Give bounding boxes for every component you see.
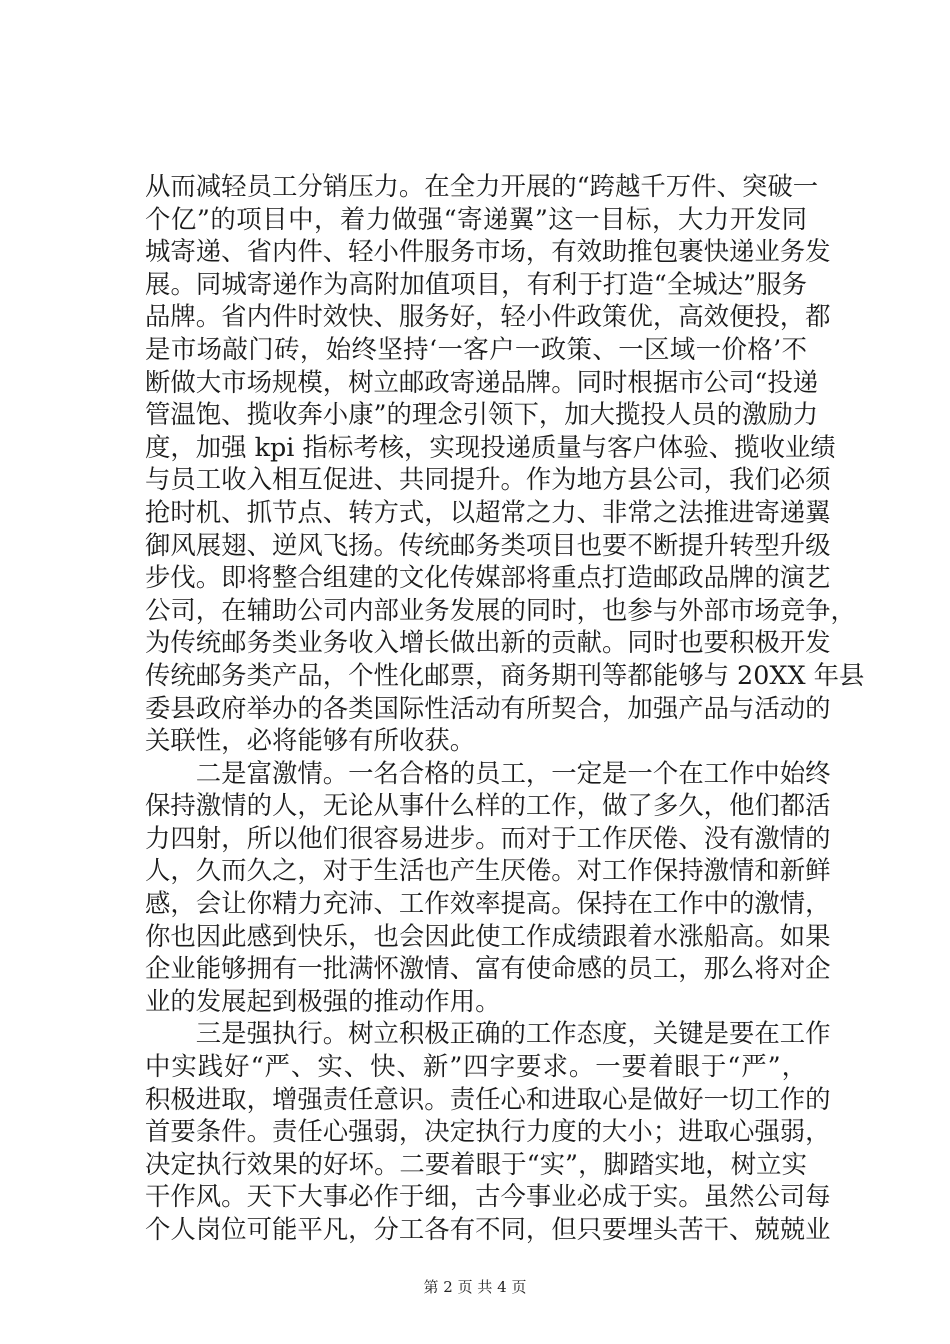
text-line: 保持激情的人，无论从事什么样的工作，做了多久，他们都活 (145, 790, 831, 821)
text-line: 人，久而久之，对于生活也产生厌倦。对工作保持激情和新鲜 (145, 855, 831, 886)
text-line: 步伐。即将整合组建的文化传媒部将重点打造邮政品牌的演艺 (145, 562, 831, 593)
text-line: 公司，在辅助公司内部业务发展的同时，也参与外部市场竞争， (145, 594, 856, 625)
body-text (145, 170, 865, 1246)
text-line: 决定执行效果的好坏。二要着眼于“实”，脚踏实地，树立实 (145, 1148, 807, 1179)
text-line: 为传统邮务类业务收入增长做出新的贡献。同时也要积极开发 (145, 627, 831, 658)
text-line: 个亿”的项目中，着力做强“寄递翼”这一目标，大力开发同 (145, 203, 807, 234)
text-line: 与员工收入相互促进、共同提升。作为地方县公司，我们必须 (145, 464, 831, 495)
paragraph-last-line: 关联性，必将能够有所收获。 (145, 725, 476, 756)
text-line: 度，加强 kpi 指标考核，实现投递质量与客户体验、揽收业绩 (145, 431, 836, 462)
text-line: 从而减轻员工分销压力。在全力开展的“跨越千万件、突破一 (145, 171, 819, 201)
text-line: 积极进取，增强责任意识。责任心和进取心是做好一切工作的 (145, 1083, 831, 1114)
text-line: 感，会让你精力充沛、工作效率提高。保持在工作中的激情， (145, 888, 831, 919)
text-line: 三是强执行。树立积极正确的工作态度，关键是要在工作 (145, 1018, 831, 1049)
text-line: 个人岗位可能平凡，分工各有不同，但只要埋头苦干、兢兢业 (145, 1214, 831, 1244)
text-line: 展。同城寄递作为高附加值项目，有利于打造“全城达”服务 (145, 268, 807, 299)
text-line: 委县政府举办的各类国际性活动有所契合，加强产品与活动的 (145, 692, 831, 723)
text-line: 城寄递、省内件、轻小件服务市场，有效助推包裹快递业务发 (145, 236, 831, 267)
text-line: 抢时机、抓节点、转方式，以超常之力、非常之法推进寄递翼 (145, 496, 831, 527)
text-line: 品牌。省内件时效快、服务好，轻小件政策优，高效便投，都 (145, 301, 831, 332)
text-line: 传统邮务类产品，个性化邮票，商务期刊等都能够与 20XX 年县 (145, 659, 865, 690)
text-line: 干作风。天下大事必作于细，古今事业必成于实。虽然公司每 (145, 1181, 831, 1212)
text-line: 企业能够拥有一批满怀激情、富有使命感的员工，那么将对企 (145, 953, 831, 984)
text-line: 断做大市场规模，树立邮政寄递品牌。同时根据市公司“投递 (145, 366, 819, 397)
paragraph-last-line: 业的发展起到极强的推动作用。 (145, 985, 501, 1016)
text-line: 力四射，所以他们很容易进步。而对于工作厌倦、没有激情的 (145, 822, 831, 853)
page-footer: 第 2 页 共 4 页 (423, 1278, 527, 1296)
text-line: 首要条件。责任心强弱，决定执行力度的大小；进取心强弱， (145, 1116, 831, 1147)
text-line: 你也因此感到快乐，也会因此使工作成绩跟着水涨船高。如果 (145, 920, 831, 951)
text-line: 是市场敲门砖，始终坚持‘一客户一政策、一区域一价格’不 (145, 333, 807, 364)
text-line: 中实践好“严、实、快、新”四字要求。一要着眼于“严”， (145, 1051, 807, 1082)
text-line: 御风展翅、逆风飞扬。传统邮务类项目也要不断提升转型升级 (145, 529, 831, 560)
text-line: 二是富激情。一名合格的员工，一定是一个在工作中始终 (145, 757, 831, 788)
text-line: 管温饱、揽收奔小康”的理念引领下，加大揽投人员的激励力 (145, 399, 819, 430)
